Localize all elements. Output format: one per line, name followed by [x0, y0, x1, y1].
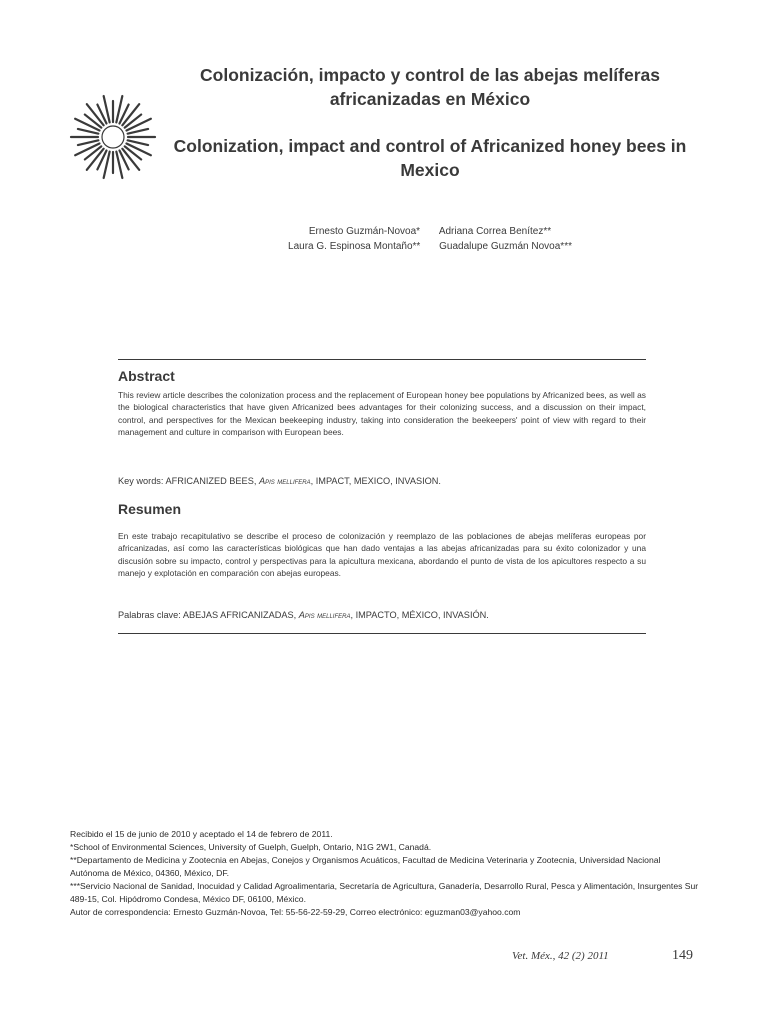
affiliation-1: *School of Environmental Sciences, University of Guelph, Guelph, Ontario, N1G 2W1, Canadá.: [70, 842, 432, 852]
author-name: Ernesto Guzmán-Novoa*: [308, 226, 421, 237]
divider: [118, 359, 646, 360]
keywords-list: ABEJAS AFRICANIZADAS,: [182, 610, 297, 620]
journal-logo: [68, 92, 158, 182]
affiliation-2: **Departamento de Medicina y Zootecnia en Abejas, Conejos y Organismos Acuáticos, Facultad de Medicina Veterinaria y Zootecnia, Universidad Nacional Autónoma de México, 04360, México, DF.: [70, 855, 661, 878]
corresponding-author: Autor de correspondencia: Ernesto Guzmán-Novoa, Tel: 55-56-22-59-29, Correo electrónico: eguzman03@yahoo.com: [70, 907, 521, 917]
resumen-text: En este trabajo recapitulativo se describe el proceso de colonización y reemplazo de las poblaciones de abejas melíferas europeas por africanizadas, así como las características biológicas que han dado ventajas a las abejas africanizadas para su éxito colonizador y una discusión sobre su impacto, control y perspectivas para la apicultura mexicana, abordando el punto de vista de los apicultores respecto a su manejo y explotación en comparación con abejas europeas.: [118, 531, 646, 579]
received-date: Recibido el 15 de junio de 2010 y aceptado el 14 de febrero de 2011.: [70, 829, 333, 839]
title-english: Colonization, impact and control of Africanized honey bees in Mexico: [173, 136, 687, 180]
title-spanish: Colonización, impacto y control de las abejas melíferas africanizadas en México: [200, 65, 660, 109]
journal-citation: Vet. Méx., 42 (2) 2011: [512, 950, 609, 962]
keywords-list-rest: , IMPACT, MEXICO, INVASION.: [310, 476, 441, 486]
resumen-keywords: [118, 610, 646, 620]
abstract-text: This review article describes the colonization process and the replacement of European honey bee populations by Africanized bees, as well as the biological characteristics that have given Africanized bees advantages for their colonizing success, and a discussion on their impact, control, and perspectives for the Mexican beekeeping industry, taking into consideration the beekeepers' point of view with regard to their management and culture in comparison with European bees.: [118, 390, 646, 438]
page-number: 149: [672, 948, 693, 963]
author-name: Laura G. Espinosa Montaño**: [288, 241, 421, 252]
keywords-label: Palabras clave:: [118, 610, 181, 620]
resumen-heading: Resumen: [118, 501, 182, 517]
divider: [118, 633, 646, 634]
footnotes: [70, 828, 700, 919]
keyword-species: Apis mellifera: [298, 610, 351, 620]
abstract-keywords: [118, 476, 646, 486]
author-list: [150, 224, 710, 254]
keyword-species: Apis mellifera: [258, 476, 311, 486]
author-name: Guadalupe Guzmán Novoa***: [439, 241, 572, 252]
affiliation-3: ***Servicio Nacional de Sanidad, Inocuidad y Calidad Agroalimentaria, Secretaría de Agricultura, Ganadería, Desarrollo Rural, Pesca y Alimentación, Insurgentes Sur 489-15, Col. Hipódromo Condesa, México DF, 06100, México.: [70, 881, 699, 904]
abstract-heading: Abstract: [118, 368, 175, 384]
keywords-list-rest: , IMPACTO, MÉXICO, INVASIÓN.: [350, 610, 489, 620]
keywords-label: Key words:: [118, 476, 164, 486]
keywords-list: AFRICANIZED BEES,: [165, 476, 257, 486]
author-name: Adriana Correa Benítez**: [438, 226, 552, 237]
